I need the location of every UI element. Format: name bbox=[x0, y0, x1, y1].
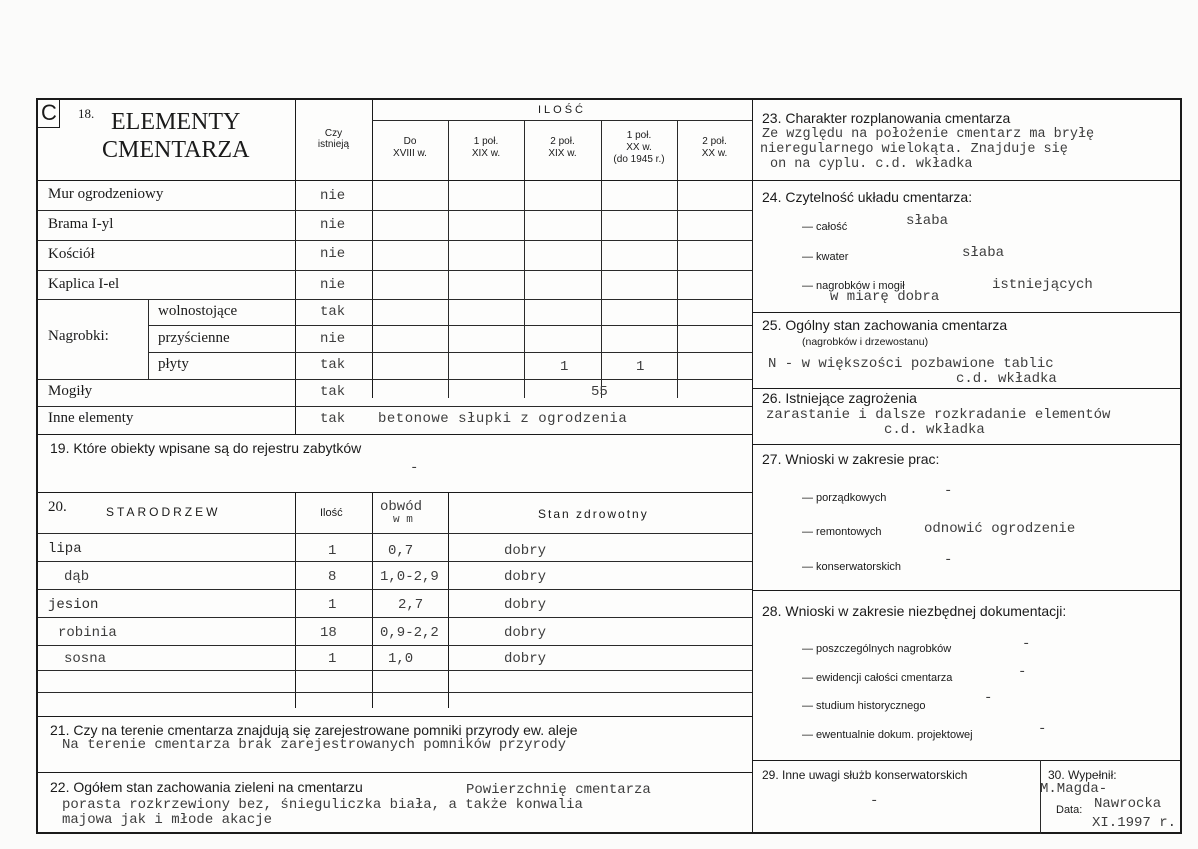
s24-nagrobkow-value2: w miarę dobra bbox=[830, 289, 940, 305]
s27-konserwatorskich-value: - bbox=[944, 552, 953, 568]
s24-calosc-value: słaba bbox=[906, 213, 949, 229]
s22-label: 22. Ogółem stan zachowania zieleni na cmentarzu bbox=[50, 779, 363, 795]
s21-value: Na terenie cmentarza brak zarejestrowanych pomników przyrody bbox=[62, 737, 567, 753]
row-brama-label: Brama I-yl bbox=[48, 216, 114, 232]
col-czy-line1: Czy bbox=[324, 128, 343, 139]
tree-stan: dobry bbox=[504, 569, 547, 585]
tree-qty: 1 bbox=[328, 597, 337, 613]
s26-label: 26. Istniejące zagrożenia bbox=[762, 390, 917, 406]
tree-stan: dobry bbox=[504, 651, 547, 667]
s27-konserwatorskich-label: — konserwatorskich bbox=[802, 561, 902, 573]
row-plyty-value: tak bbox=[320, 357, 346, 373]
period-0-l2: XVIII w. bbox=[393, 148, 427, 159]
s28-item-1-value: - bbox=[1018, 664, 1027, 680]
s23-label: 23. Charakter rozplanowania cmentarza bbox=[762, 110, 1011, 126]
s22-line2: porasta rozkrzewiony bez, śnieguliczka biała, a także konwalia bbox=[62, 797, 583, 813]
s28-item-3-label: — ewentualnie dokum. projektowej bbox=[802, 729, 973, 741]
s28-item-3-value: - bbox=[1038, 721, 1047, 737]
s19-value: - bbox=[410, 460, 419, 476]
nagrobki-label: Nagrobki: bbox=[48, 328, 109, 344]
s28-item-1-label: — ewidencji całości cmentarza bbox=[802, 672, 953, 684]
tree-name: robinia bbox=[58, 625, 117, 641]
s24-label: 24. Czytelność układu cmentarza: bbox=[762, 189, 973, 205]
s30-date-value: XI.1997 r. bbox=[1092, 815, 1177, 831]
row-plyty-label: płyty bbox=[158, 356, 189, 372]
s22-line3: majowa jak i młode akacje bbox=[62, 812, 273, 828]
row-mur-value: nie bbox=[320, 188, 346, 204]
s18-number: 18. bbox=[78, 106, 95, 121]
period-0-l1: Do bbox=[403, 136, 417, 147]
row-mogily-label: Mogiły bbox=[48, 383, 93, 399]
period-3-l3: (do 1945 r.) bbox=[613, 154, 665, 165]
s23-line3: on na cyplu. c.d. wkładka bbox=[770, 157, 973, 172]
row-mogily-count: 55 bbox=[591, 384, 608, 400]
row-wolno-value: tak bbox=[320, 304, 346, 320]
s25-line2: c.d. wkładka bbox=[956, 371, 1057, 387]
section-letter: C bbox=[41, 100, 57, 125]
tree-stan: dobry bbox=[504, 543, 547, 559]
s24-calosc-label: — całość bbox=[802, 221, 848, 233]
tree-name: lipa bbox=[48, 541, 82, 557]
tree-obwod: 1,0 bbox=[388, 651, 414, 667]
period-3-l1: 1 poł. bbox=[626, 130, 652, 141]
s25-sub: (nagrobków i drzewostanu) bbox=[802, 336, 929, 348]
s20-number: 20. bbox=[48, 499, 67, 515]
period-1-l1: 1 poł. bbox=[473, 136, 499, 147]
s20-title: STARODRZEW bbox=[106, 505, 221, 519]
tree-obwod: 1,0-2,9 bbox=[380, 569, 439, 585]
row-mur-label: Mur ogrodzeniowy bbox=[48, 186, 164, 202]
s25-line1: N - w większości pozbawione tablic bbox=[768, 356, 1054, 372]
row-kaplica-label: Kaplica I-el bbox=[48, 276, 120, 292]
section-letter-box bbox=[38, 100, 60, 128]
tree-name: sosna bbox=[64, 651, 107, 667]
row-mogily-value: tak bbox=[320, 384, 346, 400]
s22-line1: Powierzchnię cmentarza bbox=[466, 782, 651, 798]
period-2-l1: 2 poł. bbox=[550, 136, 575, 147]
tree-qty: 8 bbox=[328, 569, 337, 585]
s24-kwater-value: słaba bbox=[962, 245, 1005, 261]
s18-title-line1: ELEMENTY bbox=[111, 109, 241, 135]
col-czy-line2: istnieją bbox=[317, 139, 350, 150]
s20-col-obwod-l2: w m bbox=[393, 514, 413, 526]
s20-col-stan: Stan zdrowotny bbox=[538, 507, 649, 521]
s20-col-obwod-l1: obwód bbox=[380, 499, 423, 515]
s30-date-label: Data: bbox=[1056, 804, 1083, 816]
s24-nagrobkow-value: istniejących bbox=[992, 277, 1093, 293]
s29-label: 29. Inne uwagi służb konserwatorskich bbox=[762, 768, 968, 782]
s27-porzadkowych-label: — porządkowych bbox=[802, 492, 887, 504]
s29-value: - bbox=[870, 793, 879, 809]
row-kosciol-value: nie bbox=[320, 246, 346, 262]
tree-name: dąb bbox=[64, 569, 90, 585]
s26-line1: zarastanie i dalsze rozkradanie elementów bbox=[766, 407, 1111, 423]
period-4-l2: XX w. bbox=[701, 148, 728, 159]
tree-qty: 1 bbox=[328, 651, 337, 667]
s19-label: 19. Które obiekty wpisane są do rejestru zabytków bbox=[50, 440, 362, 456]
s20-col-ilosc: Ilość bbox=[320, 507, 343, 519]
row-plyty-count-2pol-xix: 1 bbox=[560, 359, 569, 375]
period-1-l2: XIX w. bbox=[471, 148, 501, 159]
row-kosciol-label: Kościół bbox=[48, 246, 95, 262]
row-inne-label: Inne elementy bbox=[48, 410, 134, 426]
row-plyty-count-1pol-xx: 1 bbox=[636, 359, 645, 375]
s27-remontowych-label: — remontowych bbox=[802, 526, 882, 538]
period-2-l2: XIX w. bbox=[548, 148, 577, 159]
period-4-l1: 2 poł. bbox=[702, 136, 727, 147]
row-inne-value: tak bbox=[320, 411, 346, 427]
tree-stan: dobry bbox=[504, 625, 547, 641]
s24-nagrobkow-label: — nagrobków i mogił bbox=[802, 280, 905, 292]
s28-label: 28. Wnioski w zakresie niezbędnej dokumentacji: bbox=[762, 603, 1067, 619]
s30-label: 30. Wypełnił: bbox=[1048, 768, 1117, 782]
tree-name: jesion bbox=[48, 597, 99, 613]
row-inne-note: betonowe słupki z ogrodzenia bbox=[378, 411, 628, 427]
s28-item-0-label: — poszczególnych nagrobków bbox=[802, 643, 952, 655]
s30-name-line2: Nawrocka bbox=[1094, 796, 1162, 812]
s30-name-line1: M.Magda- bbox=[1040, 781, 1108, 797]
tree-obwod: 0,9-2,2 bbox=[380, 625, 439, 641]
s27-remontowych-value: odnowić ogrodzenie bbox=[924, 521, 1076, 537]
row-kaplica-value: nie bbox=[320, 277, 346, 293]
tree-stan: dobry bbox=[504, 597, 547, 613]
tree-qty: 1 bbox=[328, 543, 337, 559]
s21-label: 21. Czy na terenie cmentarza znajdują się zarejestrowane pomniki przyrody ew. aleje bbox=[50, 722, 578, 738]
row-przysc-value: nie bbox=[320, 331, 346, 347]
s23-line2: nieregularnego wielokąta. Znajduje się bbox=[760, 142, 1068, 157]
s23-line1: Ze względu na położenie cmentarz ma bryłę bbox=[762, 127, 1095, 142]
s28-item-2-label: — studium historycznego bbox=[802, 700, 926, 712]
s24-kwater-label: — kwater bbox=[802, 251, 849, 263]
s26-line2: c.d. wkładka bbox=[884, 422, 985, 438]
s27-porzadkowych-value: - bbox=[944, 483, 953, 499]
ilosc-header: ILOŚĆ bbox=[537, 104, 586, 116]
s25-label: 25. Ogólny stan zachowania cmentarza bbox=[762, 317, 1008, 333]
tree-qty: 18 bbox=[320, 625, 337, 641]
s28-item-2-value: - bbox=[984, 690, 993, 706]
s28-item-0-value: - bbox=[1022, 636, 1031, 652]
row-brama-value: nie bbox=[320, 217, 346, 233]
cemetery-form-sheet bbox=[36, 98, 1182, 834]
s27-label: 27. Wnioski w zakresie prac: bbox=[762, 451, 940, 467]
row-przysc-label: przyścienne bbox=[158, 330, 230, 346]
row-wolno-label: wolnostojące bbox=[158, 303, 238, 319]
tree-obwod: 2,7 bbox=[398, 597, 424, 613]
period-3-l2: XX w. bbox=[626, 142, 652, 153]
s18-title-line2: CMENTARZA bbox=[102, 137, 250, 163]
tree-obwod: 0,7 bbox=[388, 543, 414, 559]
